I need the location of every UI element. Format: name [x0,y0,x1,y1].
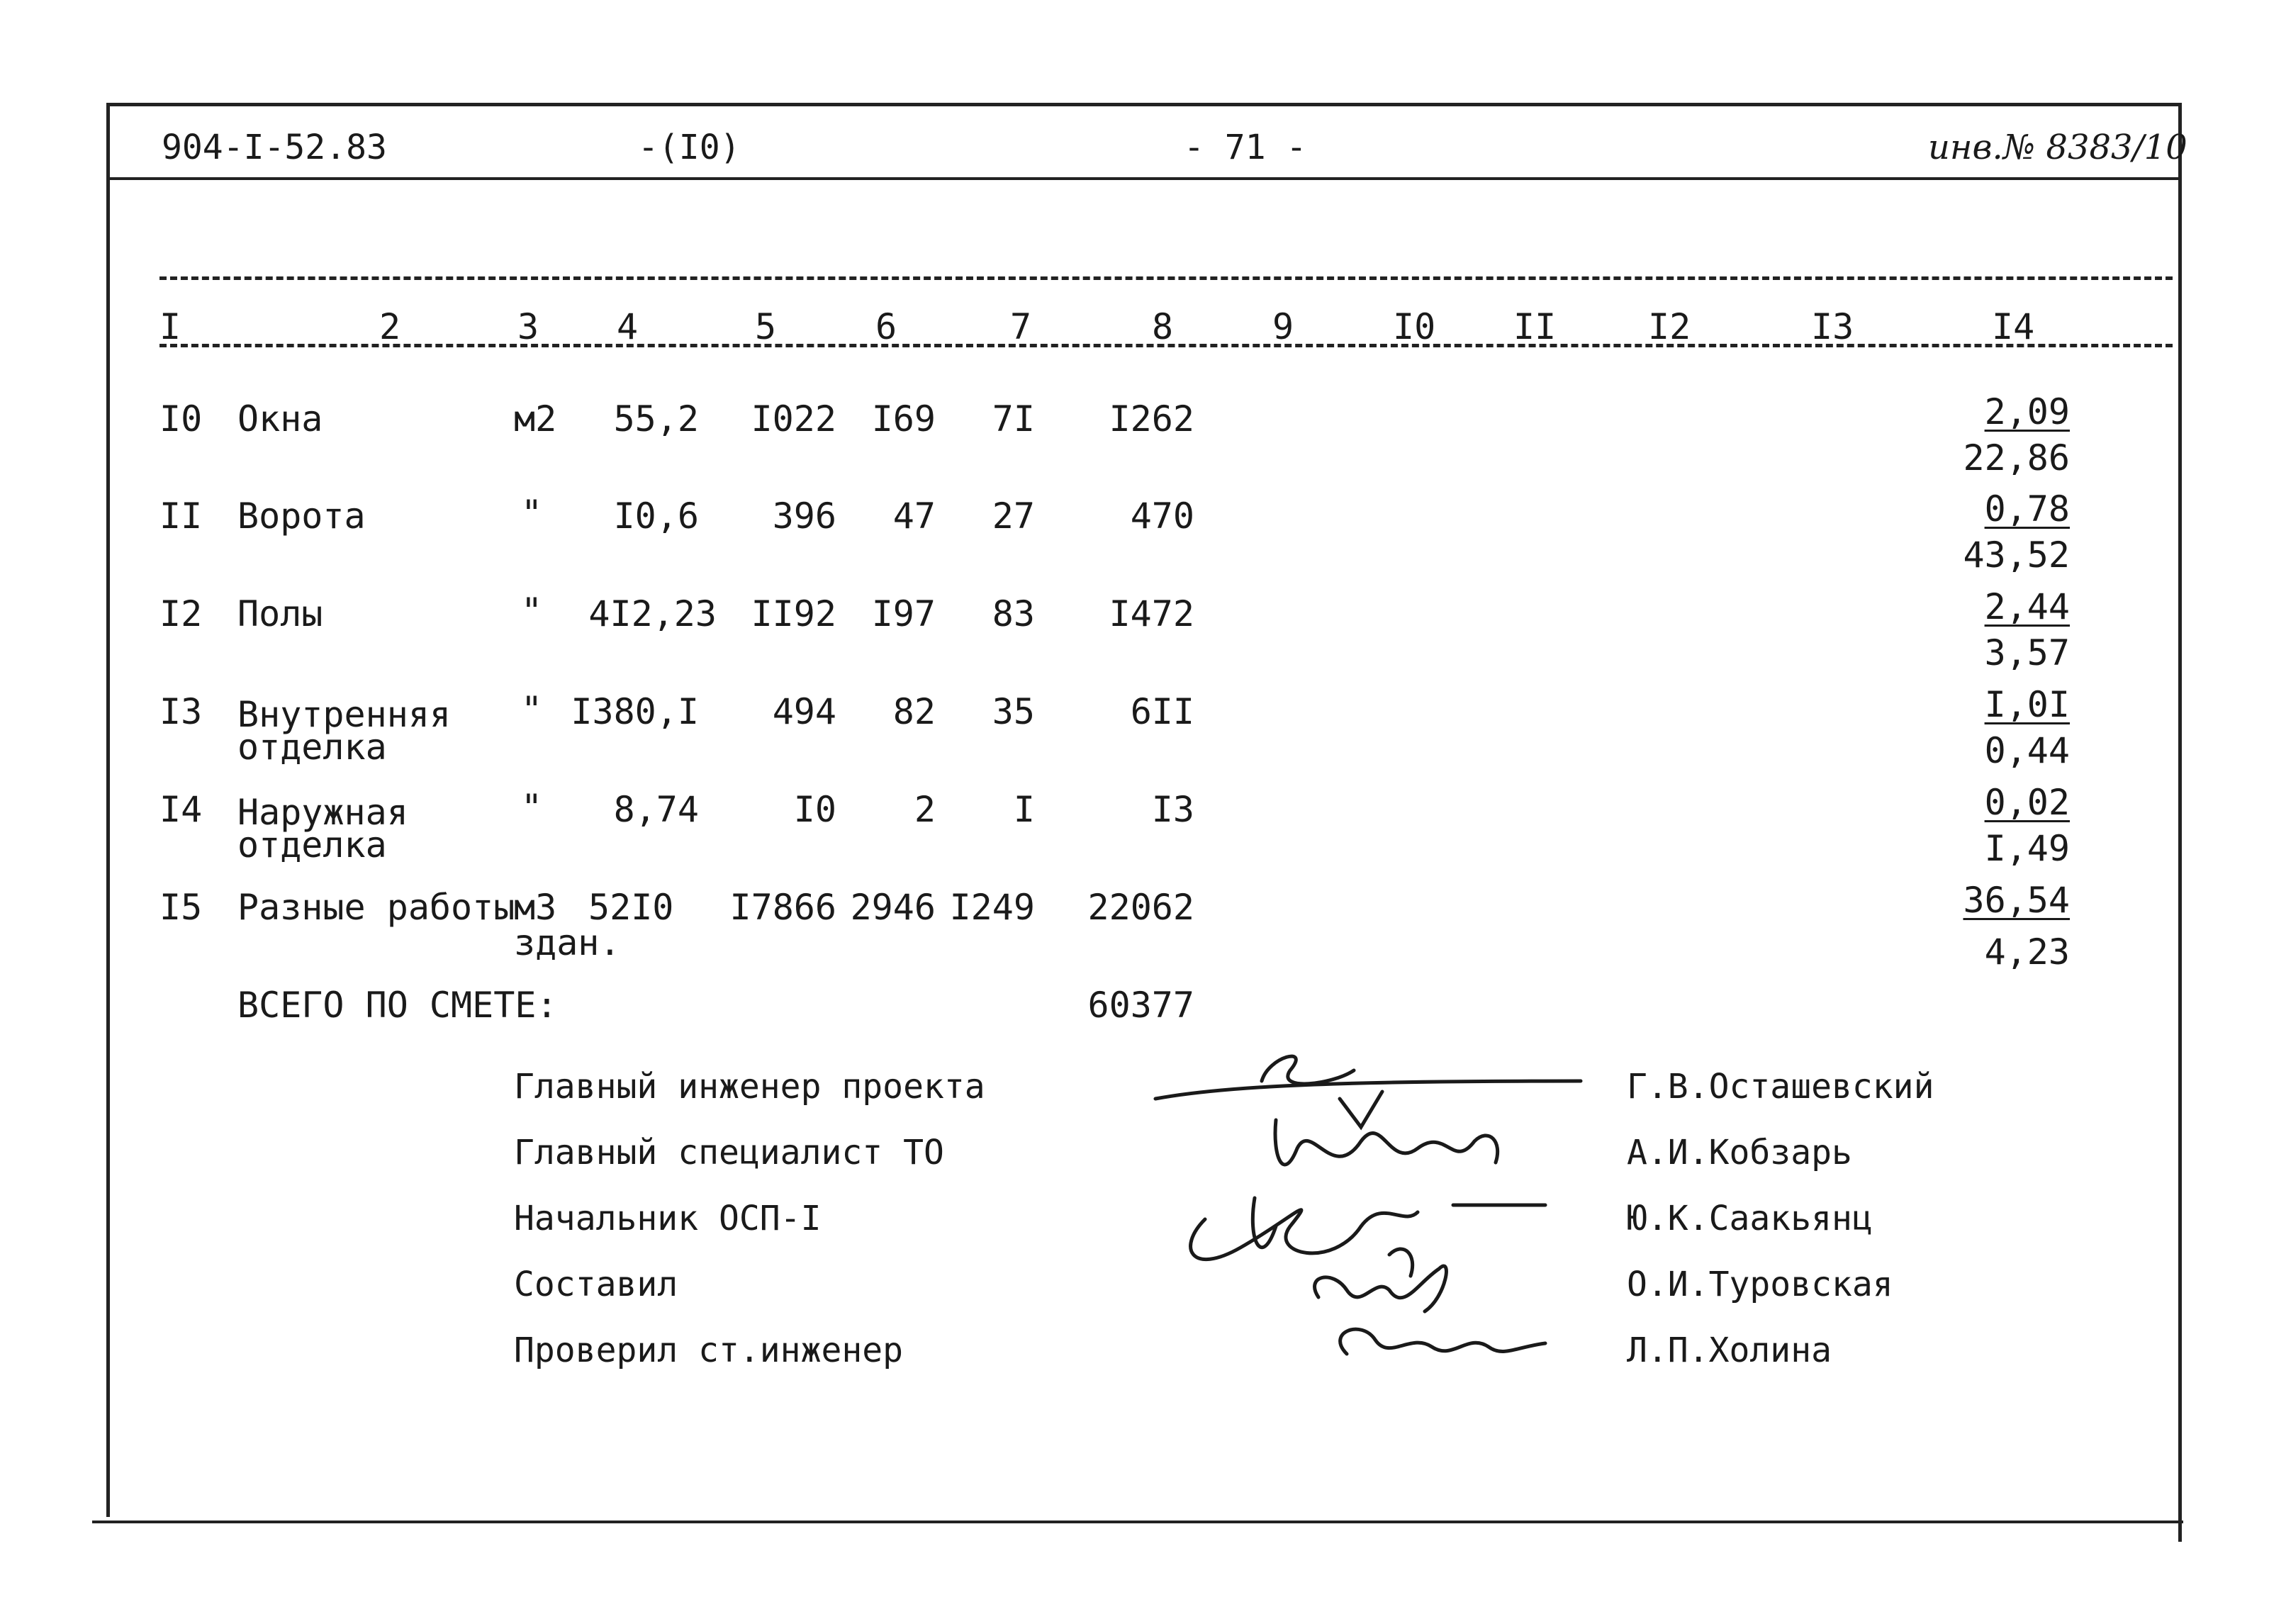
row-unit: м2 [514,398,557,439]
row-c8: 22062 [1087,887,1194,928]
row-c7: 83 [992,593,1035,634]
row-c8: I262 [1109,398,1194,439]
total-label: ВСЕГО ПО СМЕТЕ: [237,985,558,1026]
header-divider [106,177,2182,180]
row-c5: II92 [751,593,836,634]
col-num: 2 [379,306,401,347]
signatory-name: Ю.К.Саакьянц [1627,1199,1873,1238]
signatory-name: Г.В.Осташевский [1627,1067,1934,1107]
row-c4: I380,I [571,691,699,732]
row-unit: " [521,787,543,828]
col-num: 6 [875,306,897,347]
row-c7: 7I [992,398,1035,439]
inventory-number: инв.№ 8383/10 [1928,128,2187,167]
section-number: -(I0) [638,128,741,167]
handwritten-signatures [1148,1042,1602,1396]
row-unit: " [521,590,543,632]
row-number: I3 [159,691,203,732]
frame-bottom-border [92,1521,2183,1523]
row-c14-bottom: 22,86 [1963,437,2070,478]
row-c14-bottom: I,49 [1984,828,2070,869]
col-num: I3 [1811,306,1854,347]
col-num: 7 [1010,306,1032,347]
col-num: I [159,306,181,347]
row-unit: " [521,689,543,730]
row-c4: 4I2,23 [588,593,717,634]
row-c4: 55,2 [613,398,699,439]
row-c8: I472 [1109,593,1194,634]
signatory-name: А.И.Кобзарь [1627,1133,1852,1172]
row-name: Окна [237,398,323,439]
row-unit: " [521,493,543,534]
signatory-name: Л.П.Холина [1627,1331,1832,1370]
row-unit-line2: здан. [514,922,621,963]
row-c6: I69 [871,398,936,439]
row-c8: 470 [1130,495,1194,537]
row-c6: 2 [914,789,936,830]
row-c14-top: 0,78 [1984,488,2070,530]
col-num: 8 [1152,306,1174,347]
row-c6: 47 [892,495,936,537]
row-name: Разные работы [237,887,515,928]
row-c14-bottom: 0,44 [1984,730,2070,771]
col-num: I0 [1393,306,1436,347]
row-c5: I7866 [729,887,836,928]
row-c14-bottom: 3,57 [1984,632,2070,673]
row-c7: I249 [949,887,1035,928]
row-c6: I97 [871,593,936,634]
col-num: I4 [1992,306,2035,347]
row-c14-top: 2,44 [1984,586,2070,627]
column-header-top-rule [159,276,2173,280]
row-c5: 494 [772,691,836,732]
total-value: 60377 [1087,985,1194,1026]
page-number: - 71 - [1184,128,1307,167]
row-c5: 396 [772,495,836,537]
signatory-role: Составил [514,1265,678,1304]
col-num: II [1513,306,1557,347]
row-number: I5 [159,887,203,928]
col-num: 9 [1272,306,1294,347]
row-number: I0 [159,398,203,439]
row-c6: 2946 [850,887,936,928]
frame-left-border [106,103,110,1517]
row-number: I4 [159,789,203,830]
row-c14-top: 0,02 [1984,782,2070,823]
row-unit: м3 [514,887,557,928]
row-c7: I [1013,789,1035,830]
row-c7: 27 [992,495,1035,537]
row-c4: 52I0 [588,887,674,928]
row-c14-top: I,0I [1984,684,2070,725]
row-name: Внутренняя [237,694,452,735]
row-c14-top: 2,09 [1984,391,2070,432]
row-name-line2: отделка [237,727,387,768]
frame-top-border [106,103,2182,106]
row-c6: 82 [892,691,936,732]
signatory-name: О.И.Туровская [1627,1265,1893,1304]
row-name: Наружная [237,792,408,833]
signatory-role: Главный инженер проекта [514,1067,985,1107]
col-num: I2 [1648,306,1691,347]
frame-right-border [2178,103,2182,1542]
row-name-line2: отделка [237,824,387,866]
row-c4: I0,6 [613,495,699,537]
row-name: Ворота [237,495,366,537]
col-num: 3 [517,306,539,347]
row-c8: I3 [1151,789,1194,830]
col-num: 4 [617,306,639,347]
row-number: I2 [159,593,203,634]
row-c14-bottom: 43,52 [1963,534,2070,576]
signatory-role: Начальник ОСП-I [514,1199,822,1238]
row-number: II [159,495,203,537]
row-c14-top: 36,54 [1963,880,2070,921]
row-c4: 8,74 [613,789,699,830]
row-c8: 6II [1130,691,1194,732]
row-c14-bottom: 4,23 [1984,931,2070,973]
col-num: 5 [755,306,777,347]
row-c7: 35 [992,691,1035,732]
row-c5: I022 [751,398,836,439]
row-c5: I0 [793,789,836,830]
row-name: Полы [237,593,323,634]
signatory-role: Проверил ст.инженер [514,1331,904,1370]
doc-code: 904-I-52.83 [162,128,387,167]
signatory-role: Главный специалист ТО [514,1133,944,1172]
